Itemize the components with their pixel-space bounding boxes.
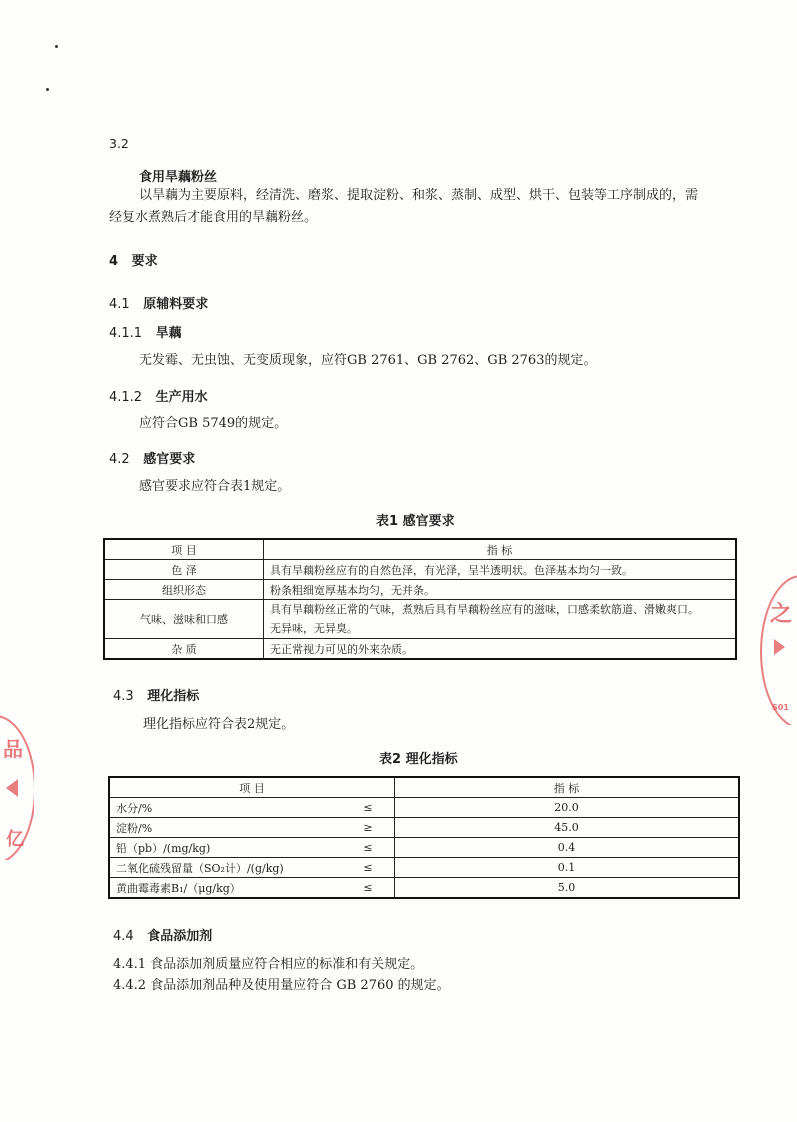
header-item: 项 目 xyxy=(104,539,264,560)
row-item: 杂 质 xyxy=(104,639,264,660)
heading-4-3 xyxy=(113,685,199,704)
term-definition-line1: 以旱藕为主要原料，经清洗、磨浆、提取淀粉、和浆、蒸制、成型、烘干、包装等工序制成的，需 xyxy=(139,188,699,203)
row-item: 水分/% xyxy=(109,798,342,818)
row-operator: ≤ xyxy=(342,798,395,818)
row-item: 淀粉/% xyxy=(109,818,342,838)
clause-text-4-2: 感官要求应符合表1规定。 xyxy=(139,479,291,494)
heading-4 xyxy=(109,250,158,269)
scan-speck xyxy=(46,88,49,91)
seal-stamp-right xyxy=(760,575,797,725)
seal-text: 亿 xyxy=(6,829,24,850)
heading-4-1-1 xyxy=(109,322,182,341)
row-operator: ≤ xyxy=(342,878,395,899)
table-row xyxy=(109,838,739,858)
table-header-row xyxy=(109,777,739,798)
row-value: 20.0 xyxy=(395,798,740,818)
row-index: 具有旱藕粉丝应有的自然色泽，有光泽，呈半透明状。色泽基本均匀一致。 xyxy=(264,560,737,580)
table-header-row xyxy=(104,539,736,560)
clause-number: 4.4.1 xyxy=(113,957,147,972)
row-item: 组织形态 xyxy=(104,580,264,600)
heading-title: 理化指标 xyxy=(147,689,200,704)
heading-number: 4 xyxy=(109,254,119,269)
star-icon xyxy=(6,779,18,797)
row-index: 粉条粗细宽厚基本均匀，无并条。 xyxy=(264,580,737,600)
heading-title: 食品添加剂 xyxy=(147,929,213,944)
table-row xyxy=(104,560,736,580)
heading-number: 4.2 xyxy=(109,452,130,467)
heading-title: 感官要求 xyxy=(143,452,196,467)
row-index: 无正常视力可见的外来杂质。 xyxy=(264,639,737,660)
clause-number: 4.4.2 xyxy=(113,978,147,993)
row-index xyxy=(264,600,737,639)
term-title: 食用旱藕粉丝 xyxy=(139,170,218,185)
seal-stamp-left xyxy=(0,715,34,860)
heading-number: 4.1.1 xyxy=(109,326,143,341)
table-row xyxy=(109,798,739,818)
row-operator: ≤ xyxy=(342,858,395,878)
clause-text-4-1-1: 无发霉、无虫蚀、无变质现象，应符GB 2761、GB 2762、GB 2763的规定。 xyxy=(139,353,597,368)
heading-number: 4.3 xyxy=(113,689,134,704)
table-row xyxy=(109,858,739,878)
row-operator: ≥ xyxy=(342,818,395,838)
row-value: 0.1 xyxy=(395,858,740,878)
clause-number-3-2: 3.2 xyxy=(109,136,129,151)
heading-title: 原辅料要求 xyxy=(143,297,209,312)
scan-speck xyxy=(55,45,58,48)
header-index: 指 标 xyxy=(395,777,740,798)
row-item: 气味、滋味和口感 xyxy=(104,600,264,639)
table-row xyxy=(104,639,736,660)
row-value: 45.0 xyxy=(395,818,740,838)
row-value: 0.4 xyxy=(395,838,740,858)
heading-title: 生产用水 xyxy=(155,390,208,405)
table-row xyxy=(109,878,739,899)
table1-sensory xyxy=(103,538,737,660)
row-index-line1: 具有旱藕粉丝正常的气味，煮熟后具有旱藕粉丝应有的滋味，口感柔软筋道、滑嫩爽口。 xyxy=(270,603,699,616)
clause-text-4-1-2: 应符合GB 5749的规定。 xyxy=(139,416,288,431)
heading-number: 4.1.2 xyxy=(109,390,143,405)
clause-text: 食品添加剂品种及使用量应符合 GB 2760 的规定。 xyxy=(150,978,450,993)
term-definition-line2: 经复水煮熟后才能食用的旱藕粉丝。 xyxy=(109,210,318,225)
heading-title: 旱藕 xyxy=(155,326,182,341)
table2-physicochemical xyxy=(108,776,740,899)
row-item: 铅（pb）/(mg/kg) xyxy=(109,838,342,858)
seal-text: 之 xyxy=(770,602,793,627)
row-item: 二氧化硫残留量（SO₂计）/(g/kg) xyxy=(109,858,342,878)
heading-4-1-2 xyxy=(109,386,208,405)
table-row xyxy=(104,600,736,639)
table2-caption: 表2 理化指标 xyxy=(379,752,458,767)
heading-4-4 xyxy=(113,925,212,944)
clause-4-4-2 xyxy=(113,976,450,996)
header-item: 项 目 xyxy=(109,777,395,798)
table-row xyxy=(104,580,736,600)
heading-number: 4.4 xyxy=(113,929,134,944)
heading-number: 4.1 xyxy=(109,297,130,312)
clause-text-4-3: 理化指标应符合表2规定。 xyxy=(143,717,295,732)
star-icon xyxy=(774,639,785,655)
heading-4-1 xyxy=(109,293,208,312)
seal-text: 品 xyxy=(3,737,23,761)
row-operator: ≤ xyxy=(342,838,395,858)
table-row xyxy=(109,818,739,838)
row-item: 黄曲霉毒素B₁/（μg/kg） xyxy=(109,878,342,899)
seal-text: S01 xyxy=(772,703,789,712)
heading-4-2 xyxy=(109,448,195,467)
table1-caption: 表1 感官要求 xyxy=(376,514,455,529)
header-index: 指 标 xyxy=(264,539,737,560)
row-index-line2: 无异味，无异臭。 xyxy=(270,622,358,635)
heading-title: 要求 xyxy=(131,254,158,269)
clause-text: 食品添加剂质量应符合相应的标准和有关规定。 xyxy=(150,957,424,972)
row-item: 色 泽 xyxy=(104,560,264,580)
row-value: 5.0 xyxy=(395,878,740,899)
clause-4-4-1 xyxy=(113,955,423,975)
